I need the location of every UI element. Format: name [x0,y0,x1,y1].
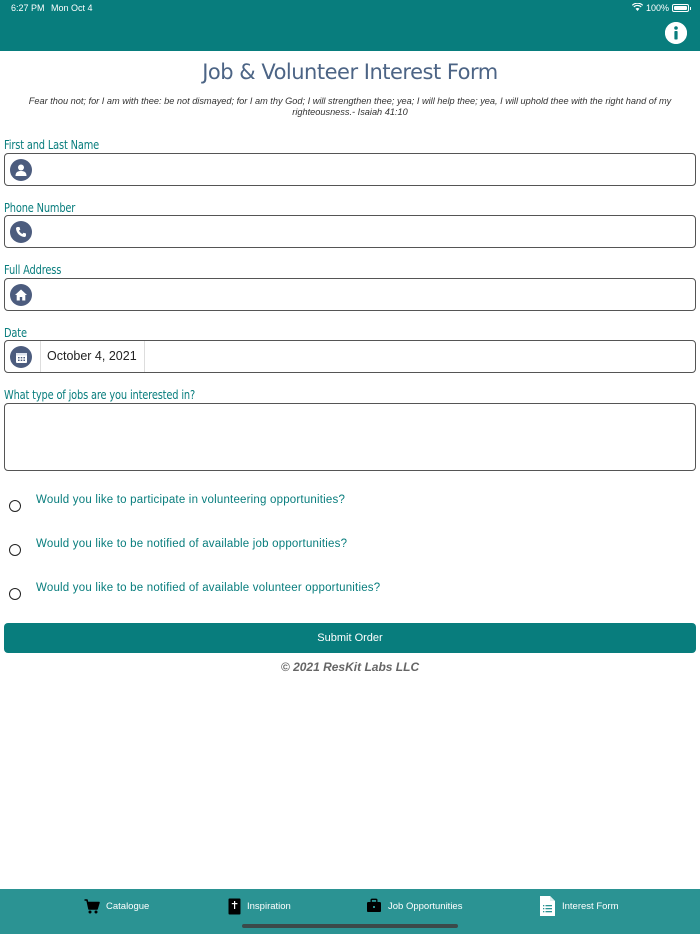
date-label: Date [4,326,27,340]
tab-inspiration[interactable] [228,898,291,915]
date-divider-end [144,341,145,372]
status-date: Mon Oct 4 [51,3,93,13]
volunteer-participate-radio[interactable] [9,500,21,512]
person-icon [10,159,32,181]
name-field[interactable] [4,153,696,186]
info-icon[interactable] [665,22,687,44]
battery-icon [672,4,689,12]
tab-interest-form-label: Interest Form [562,900,619,912]
tab-job-opportunities-label: Job Opportunities [388,900,463,912]
scripture-quote: Fear thou not; for I am with thee: be not dismayed; for I am thy God; I will strengthen thee; yea; I will help thee; yea, I will uphold thee with the right hand of my righteousness.- Isaiah 41:10 [28,96,672,117]
tab-inspiration-label: Inspiration [247,901,291,912]
top-bar [0,0,700,51]
volunteer-notify-label[interactable]: Would you like to be notified of available volunteer opportunities? [36,582,381,594]
job-notify-radio[interactable] [9,544,21,556]
status-right [632,3,689,13]
tab-interest-form[interactable] [539,895,619,917]
briefcase-icon [366,898,382,914]
battery-fill [674,6,687,10]
job-notify-label[interactable]: Would you like to be notified of available job opportunities? [36,538,348,550]
calendar-icon [10,346,32,368]
phone-field[interactable] [4,215,696,248]
battery-percent: 100% [645,3,669,13]
tab-catalogue-label: Catalogue [106,901,150,912]
status-time: 6:27 PM [11,3,45,13]
jobs-label: What type of jobs are you interested in? [4,388,196,402]
phone-icon [10,221,32,243]
home-icon [10,284,32,306]
tab-job-opportunities[interactable] [366,898,462,914]
tab-catalogue[interactable] [84,899,149,914]
volunteer-notify-radio[interactable] [9,588,21,600]
phone-input[interactable] [39,220,689,244]
cart-icon [84,899,100,914]
address-label: Full Address [4,263,62,277]
address-input[interactable] [39,283,689,307]
wifi-icon [632,3,643,13]
document-icon [539,895,556,917]
submit-button[interactable]: Submit Order [4,623,696,653]
jobs-textarea[interactable] [4,403,696,471]
phone-label: Phone Number [4,201,76,215]
date-divider [40,341,41,372]
copyright: © 2021 ResKit Labs LLC [280,660,420,674]
name-label: First and Last Name [4,138,100,152]
page-title: Job & Volunteer Interest Form [202,60,498,84]
volunteer-participate-label[interactable]: Would you like to participate in volunteering opportunities? [36,494,346,506]
home-indicator [242,924,458,928]
date-value[interactable]: October 4, 2021 [47,349,137,363]
name-input[interactable] [39,158,689,182]
date-field[interactable] [4,340,696,373]
bible-icon [228,898,241,915]
address-field[interactable] [4,278,696,311]
